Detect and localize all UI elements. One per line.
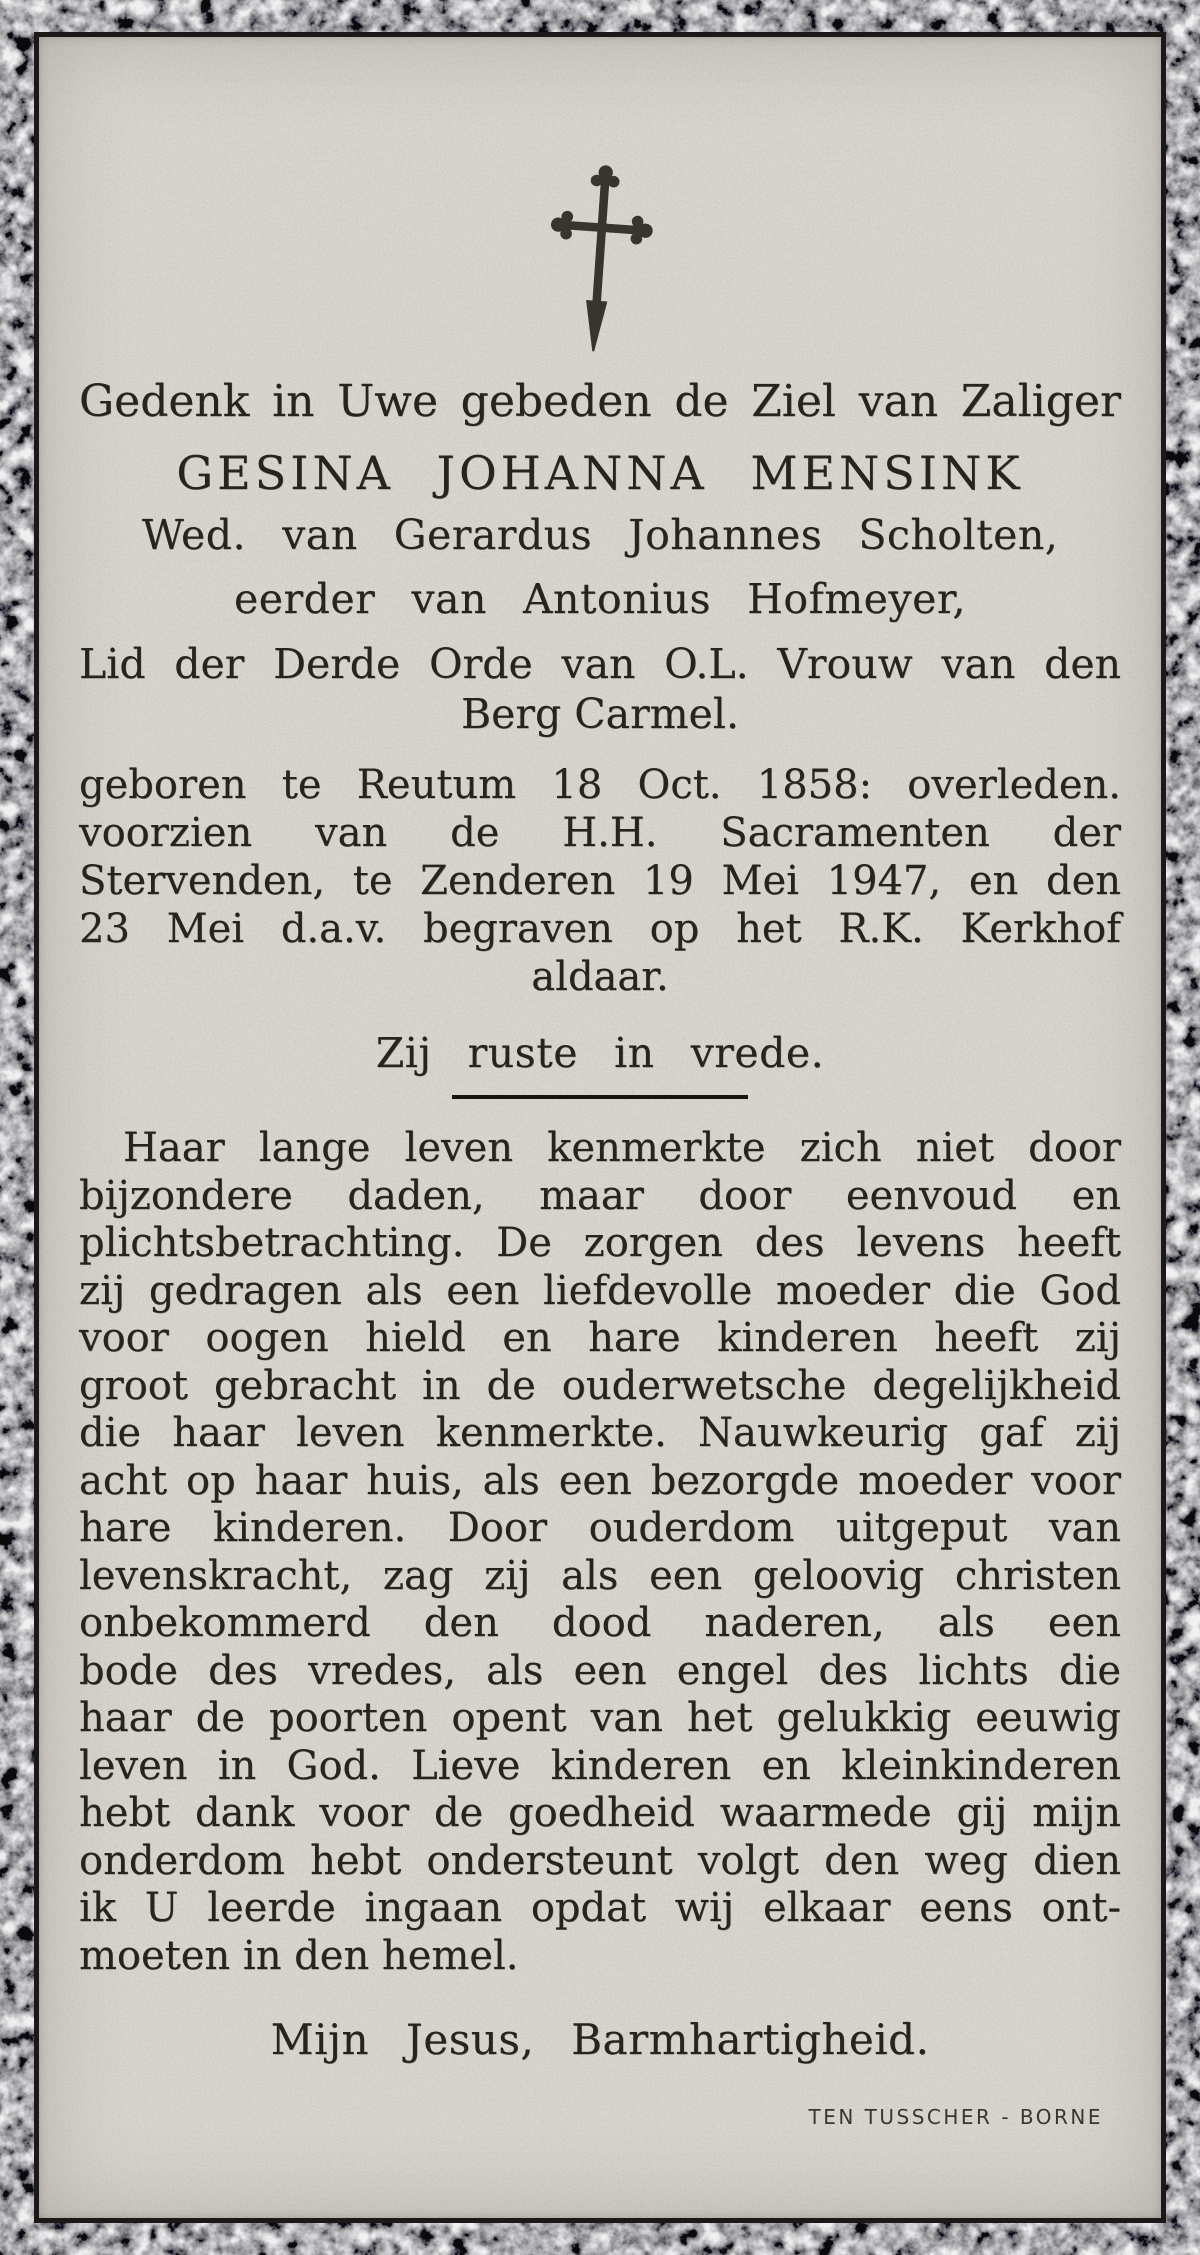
text-line: leven in God. Lieve kinderen en kleinkinderen (79, 1742, 1121, 1789)
text-line: 23 Mei d.a.v. begraven op het R.K. Kerkhof (79, 906, 1121, 952)
text-line: zij gedragen als een liefdevolle moeder die God (79, 1267, 1121, 1314)
text-line: onderdom hebt ondersteunt volgt den weg dien (79, 1837, 1121, 1884)
text-line: die haar leven kenmerkte. Nauwkeurig gaf zij (79, 1410, 1121, 1456)
text-line: aldaar. (531, 954, 669, 1000)
text-line: groot gebracht in de ouderwetsche degelijkheid (79, 1362, 1121, 1409)
widow-line: Wed. van Gerardus Johannes Scholten, (141, 511, 1059, 559)
earlier-marriage-line: eerder van Antonius Hofmeyer, (234, 575, 966, 623)
text-line: bode des vredes, als een engel des lichts die (79, 1647, 1121, 1694)
text-line: haar de poorten opent van het gelukkig eeuwig (79, 1695, 1121, 1741)
intro-line: Gedenk in Uwe gebeden de Ziel van Zaliger (79, 376, 1121, 427)
order-membership (79, 639, 1121, 739)
text-line: voor oogen hield en hare kinderen heeft zij (79, 1315, 1121, 1361)
text-line: levenskracht, zag zij als een geloovig christen (79, 1552, 1121, 1599)
text-line: plichtsbetrachting. De zorgen des levens heeft (79, 1220, 1121, 1266)
text-line: onbekommerd den dood naderen, als een (79, 1600, 1121, 1646)
deceased-name: GESINA JOHANNA MENSINK (176, 446, 1024, 500)
card-content (39, 37, 1161, 2218)
rest-in-peace-line: Zij ruste in vrede. (375, 1029, 825, 1077)
text-line: Lid der Derde Orde van O.L. Vrouw van den (79, 640, 1121, 688)
text-line: acht op haar huis, als een bezorgde moeder voor (79, 1457, 1121, 1504)
text-line: Haar lange leven kenmerkte zich niet door (123, 1125, 1121, 1171)
card-paper (34, 32, 1166, 2223)
divider-rule (452, 1095, 748, 1099)
text-line: Berg Carmel. (461, 690, 739, 738)
text-line: hare kinderen. Door ouderdom uitgeput van (79, 1505, 1121, 1551)
text-line: ik U leerde ingaan opdat wij elkaar eens ont- (79, 1885, 1121, 1931)
prayer-line: Mijn Jesus, Barmhartigheid. (270, 2015, 930, 2064)
text-line: moeten in den hemel. (79, 1932, 519, 1979)
life-dates (79, 761, 1121, 1001)
memorial-text (79, 1125, 1121, 1980)
text-line: voorzien van de H.H. Sacramenten der (79, 810, 1121, 856)
text-line: hebt dank voor de goedheid waarmede gij mijn (79, 1790, 1121, 1836)
cross-icon (79, 159, 1121, 359)
printer-credit: TEN TUSSCHER - BORNE (808, 2105, 1103, 2129)
text-line: Stervenden, te Zenderen 19 Mei 1947, en den (79, 858, 1121, 904)
text-line: geboren te Reutum 18 Oct. 1858: overleden. (79, 762, 1121, 808)
text-line: bijzondere daden, maar door eenvoud en (79, 1172, 1121, 1219)
